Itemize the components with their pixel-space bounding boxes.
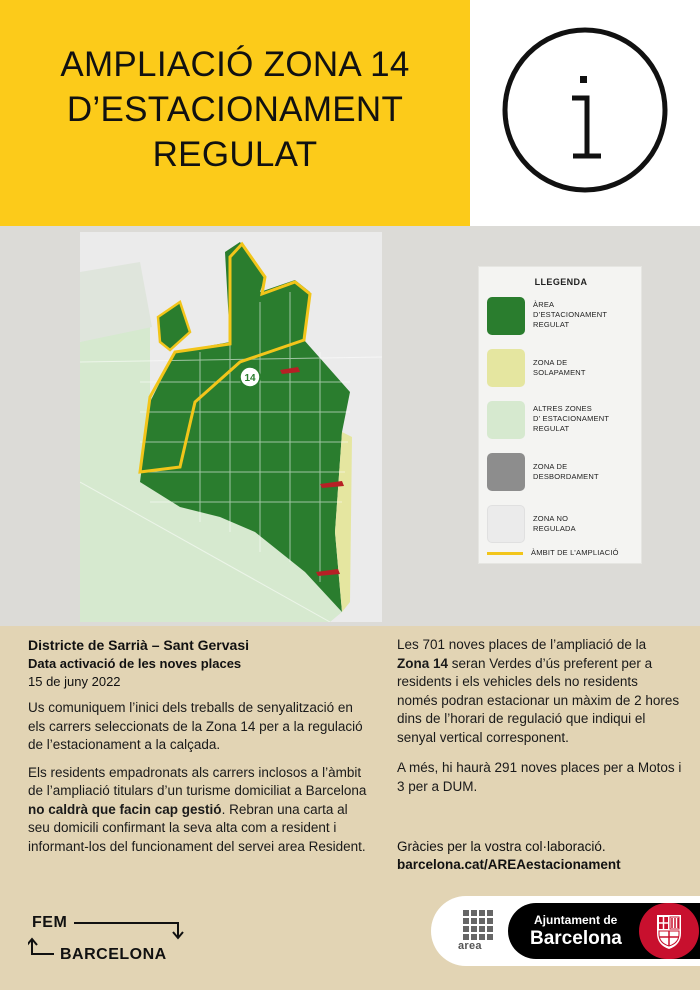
legend-label-extension-line: ÀMBIT DE L’AMPLIACIÓ bbox=[531, 548, 619, 557]
thanks-text: Gràcies per la vostra col·laboració. bbox=[397, 839, 606, 854]
paragraph-new-places-zone: Zona 14 bbox=[397, 655, 449, 671]
map-section bbox=[0, 226, 700, 626]
district-name: Districte de Sarrià – Sant Gervasi bbox=[28, 637, 249, 653]
legend-swatch-non-regulated bbox=[487, 505, 525, 543]
area-logo-text: area bbox=[458, 940, 482, 952]
paragraph-works-start: Us comuniquem l’inici dels treballs de senyalització en els carrers seleccionats de la Zona 14 per a la regulació de l’estacionament a la calçada. bbox=[28, 700, 363, 752]
barcelona-shield-logo bbox=[639, 903, 699, 959]
legend-item-overlap bbox=[487, 349, 637, 389]
paragraph-residents-emphasis: no caldrà que facin cap gestió bbox=[28, 801, 222, 817]
title-line-3: REGULAT bbox=[152, 135, 318, 174]
legend-label-line: DESBORDAMENT bbox=[533, 472, 599, 481]
legend-swatch-regulated bbox=[487, 297, 525, 335]
legend-label-line: ZONA DE bbox=[533, 358, 568, 367]
footer-logos bbox=[431, 896, 700, 966]
legend-label-non-regulated bbox=[533, 514, 637, 534]
legend-label-line: ALTRES ZONES bbox=[533, 404, 592, 413]
legend-label-other-zones bbox=[533, 404, 637, 434]
legend-item-regulated bbox=[487, 297, 637, 337]
legend-item-non-regulated bbox=[487, 505, 637, 545]
legend-label-overlap bbox=[533, 358, 637, 378]
legend-swatch-overflow bbox=[487, 453, 525, 491]
ajuntament-line-1: Ajuntament de bbox=[534, 913, 618, 927]
title-line-1: AMPLIACIÓ ZONA 14 bbox=[60, 45, 410, 84]
paragraph-new-places-part-2: seran Verdes d’ús preferent per a residents i els vehicles dels no residents només podran estacionar un màxim de 2 hores dins de l’horari de regulació que indiqui el senyal vertical corresponent. bbox=[397, 655, 680, 745]
header bbox=[0, 0, 700, 226]
legend-title: LLEGENDA bbox=[534, 277, 588, 287]
title-line-2: D’ESTACIONAMENT bbox=[66, 90, 404, 129]
paragraph-residents-part-2: . Rebran una carta al seu domicili confirmant la seva alta com a resident i informant-los del funcionament del servei area Resident. bbox=[28, 801, 366, 854]
barcelona-shield-icon bbox=[639, 903, 699, 959]
fem-barcelona-logo bbox=[28, 910, 198, 970]
legend-swatch-overlap bbox=[487, 349, 525, 387]
info-icon bbox=[501, 26, 669, 194]
legend-item-overflow bbox=[487, 453, 637, 493]
paragraph-residents-part-1: Els residents empadronats als carrers inclosos a l’àmbit de l’ampliació titulars d’un turisme domiciliat a Barcelona bbox=[28, 764, 367, 798]
paragraph-new-places bbox=[397, 636, 682, 747]
legend-label-line: ZONA NO bbox=[533, 514, 569, 523]
fem-logo-top-text: FEM bbox=[32, 914, 68, 931]
activation-date-value: 15 de juny 2022 bbox=[28, 674, 121, 689]
map-legend bbox=[478, 266, 642, 564]
zone-map-graphic bbox=[80, 232, 382, 622]
legend-label-line: ZONA DE bbox=[533, 462, 568, 471]
legend-label-line: REGULAT bbox=[533, 320, 570, 329]
info-url-link[interactable]: barcelona.cat/AREAestacionament bbox=[397, 857, 621, 872]
zone-map bbox=[80, 232, 382, 622]
legend-label-regulated bbox=[533, 300, 637, 330]
info-section bbox=[0, 626, 700, 990]
legend-swatch-extension-line bbox=[487, 552, 523, 555]
legend-label-overflow bbox=[533, 462, 637, 482]
legend-swatch-other-zones bbox=[487, 401, 525, 439]
paragraph-residents bbox=[28, 764, 368, 857]
legend-label-line: D’ESTACIONAMENT bbox=[533, 310, 608, 319]
info-left-column bbox=[28, 636, 368, 865]
legend-label-line: ÀREA bbox=[533, 300, 555, 309]
paragraph-new-places-part-1: Les 701 noves places de l’ampliació de la bbox=[397, 637, 647, 652]
legend-item-extension-line bbox=[487, 547, 637, 559]
ajuntament-line-2: Barcelona bbox=[530, 928, 622, 949]
legend-label-line: SOLAPAMENT bbox=[533, 368, 586, 377]
legend-label-line: D’ ESTACIONAMENT bbox=[533, 414, 610, 423]
legend-item-other-zones bbox=[487, 401, 637, 441]
legend-label-line: REGULADA bbox=[533, 524, 576, 533]
ajuntament-logo bbox=[508, 903, 700, 959]
info-right-column bbox=[397, 636, 682, 805]
header-title-panel bbox=[0, 0, 470, 226]
legend-label-line: REGULAT bbox=[533, 424, 570, 433]
paragraph-motos-dum: A més, hi haurà 291 noves places per a Motos i 3 per a DUM. bbox=[397, 760, 682, 794]
page-title bbox=[0, 42, 470, 177]
activation-date-label: Data activació de les noves places bbox=[28, 656, 242, 671]
fem-logo-bottom-text: BARCELONA bbox=[60, 946, 167, 963]
zone-number-label: 14 bbox=[244, 373, 256, 384]
